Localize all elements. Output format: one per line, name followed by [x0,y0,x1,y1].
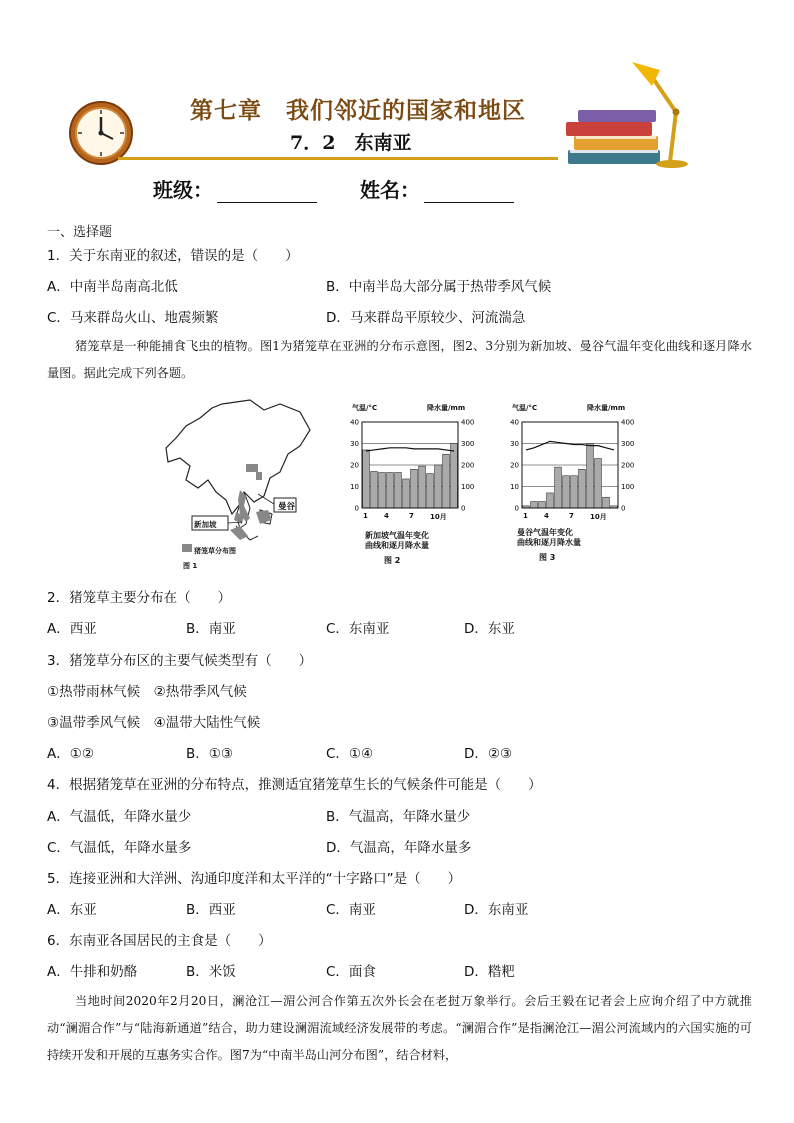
q3-option-c[interactable]: C．①④ [326,746,374,762]
rain-bar [531,502,538,508]
page-title: 第七章 我们邻近的国家和地区 [190,97,526,124]
question-1-stem: 1．关于东南亚的叙述，错误的是（ ） [47,248,299,264]
rain-bar [403,479,410,508]
chart2-month-1: 1 [363,512,368,520]
figure-3-caption: 图 3 [539,553,556,562]
q1-option-c[interactable]: C．马来群岛火山、地震频繁 [47,310,219,326]
q3-option-d[interactable]: D．②③ [464,746,513,762]
q4-option-c[interactable]: C．气温低，年降水量多 [47,840,192,856]
class-blank[interactable] [217,184,317,203]
bangkok-climate-chart [500,400,640,520]
map-legend: 猪笼草分布图 [194,547,236,555]
question-5-stem: 5．连接亚洲和大洋洲、沟通印度洋和太平洋的“十字路口”是（ ） [47,871,462,887]
q3-option-a[interactable]: A．①② [47,746,94,762]
page-subtitle: 7．2 东南亚 [290,132,412,154]
temp-tick-label: 20 [510,461,519,470]
rain-bar [379,473,386,508]
name-blank[interactable] [424,184,514,203]
chart3-month-4: 4 [544,512,549,520]
rain-tick-label: 100 [621,483,635,491]
rain-bar [603,497,610,508]
passage-2: 当地时间2020年2月20日，澜沧江—湄公河合作第五次外长会在老挝万象举行。会后王毅在记者会上应询介绍了中方就推动“澜湄合作”与“陆海新通道”结合，助力建设澜湄流域经济发展带的考虑。“澜湄合作”是指澜沧江—湄公河流域内的六国实施的可持续开发和开展的互惠务实合作。图7为“中南半岛山河分布图”，结合材料， [47,994,752,1062]
chart3-month-10: 10月 [590,513,607,521]
rain-tick-label: 100 [461,483,475,491]
chart3-caption-line1: 曼谷气温年变化 [517,528,573,537]
question-3-stem: 3．猪笼草分布区的主要气候类型有（ ） [47,653,313,669]
rain-bar [427,474,434,508]
q5-option-a[interactable]: A．东亚 [47,902,97,918]
rain-bar [563,476,570,508]
passage-1: 猪笼草是一种能捕食飞虫的植物。图1为猪笼草在亚洲的分布示意图，图2、3分别为新加坡、曼谷气温年变化曲线和逐月降水量图。据此完成下列各题。 [47,339,752,380]
rain-bar [555,467,562,508]
temp-tick-label: 10 [350,483,359,491]
question-4-stem: 4．根据猪笼草在亚洲的分布特点，推测适宜猪笼草生长的气候条件可能是（ ） [47,777,542,793]
q2-option-a[interactable]: A．西亚 [47,621,97,637]
temp-tick-label: 40 [350,418,359,427]
section-heading: 一、选择题 [47,225,113,240]
class-field [153,174,317,203]
chart2-caption-line2: 曲线和逐月降水量 [365,541,429,550]
rain-bar [451,444,458,509]
rain-bar [443,454,450,508]
chart3-rain-axis-title: 降水量/mm [587,404,626,412]
map-label-bangkok: 曼谷 [278,502,296,512]
rain-tick-label: 200 [621,461,635,470]
q2-option-c[interactable]: C．东南亚 [326,621,390,637]
name-label: 姓名： [360,178,420,202]
chart2-rain-axis-title: 降水量/mm [427,404,466,412]
rain-bar [435,465,442,508]
rain-bar [587,444,594,509]
rain-bar [579,469,586,508]
chart3-temp-axis-title: 气温/°C [512,404,538,412]
temp-tick-label: 10 [510,483,519,491]
q5-option-c[interactable]: C．南亚 [326,902,376,918]
q2-option-b[interactable]: B．南亚 [186,621,236,637]
temp-tick-label: 0 [354,504,359,513]
rain-tick-label: 400 [621,418,635,427]
singapore-climate-chart [340,400,480,520]
chart3-caption-line2: 曲线和逐月降水量 [517,538,581,547]
rain-tick-label: 300 [621,440,635,448]
figure-1-map [160,396,340,568]
title-divider [118,157,558,160]
question-2-stem: 2．猪笼草主要分布在（ ） [47,590,232,606]
q5-option-d[interactable]: D．东南亚 [464,902,529,918]
q2-option-d[interactable]: D．东亚 [464,621,515,637]
rain-bar [595,459,602,508]
q4-option-d[interactable]: D．气温高，年降水量多 [326,840,472,856]
rain-bar [411,469,418,508]
q6-option-d[interactable]: D．糌粑 [464,964,515,980]
rain-bar [547,493,554,508]
question-6-stem: 6．东南亚各国居民的主食是（ ） [47,933,272,949]
rain-bar [539,502,546,508]
chart2-temp-axis-title: 气温/°C [352,404,378,412]
q3-statement-1: ①热带雨林气候 ②热带季风气候 [47,684,247,700]
chart2-caption-line1: 新加坡气温年变化 [365,531,429,540]
name-field [360,174,514,203]
temp-tick-label: 20 [350,461,359,470]
rain-tick-label: 300 [461,440,475,448]
temp-tick-label: 30 [350,440,359,448]
rain-tick-label: 0 [461,504,466,513]
chart3-month-1: 1 [523,512,528,520]
temp-tick-label: 0 [514,504,519,513]
rain-bar [387,473,394,508]
rain-tick-label: 0 [621,504,626,513]
q6-option-c[interactable]: C．面食 [326,964,376,980]
temperature-line [366,448,454,451]
q5-option-b[interactable]: B．西亚 [186,902,236,918]
chart2-month-7: 7 [409,512,414,520]
books-lamp-icon [560,52,700,172]
temperature-line [526,441,614,450]
rain-bar [371,471,378,508]
temp-tick-label: 30 [510,440,519,448]
rain-bar [571,476,578,508]
q6-option-b[interactable]: B．米饭 [186,964,236,980]
q3-statement-2: ③温带季风气候 ④温带大陆性气候 [47,715,261,731]
rain-bar [419,466,426,508]
rain-tick-label: 200 [461,461,475,470]
q6-option-a[interactable]: A．牛排和奶酪 [47,964,138,980]
chart2-month-4: 4 [384,512,389,520]
q4-option-b[interactable]: B．气温高，年降水量少 [326,809,471,825]
rain-bar [395,473,402,508]
figure-2-caption: 图 2 [384,556,401,565]
map-label-singapore: 新加坡 [194,520,217,529]
q1-option-a[interactable]: A．中南半岛南高北低 [47,279,178,295]
rain-tick-label: 400 [461,418,475,427]
chart3-month-7: 7 [569,512,574,520]
q4-option-a[interactable]: A．气温低，年降水量少 [47,809,192,825]
figure-1-caption: 图 1 [183,562,198,570]
q1-option-b[interactable]: B．中南半岛大部分属于热带季风气候 [326,279,552,295]
rain-bar [363,450,370,508]
q3-option-b[interactable]: B．①③ [186,746,233,762]
class-label: 班级： [153,178,213,202]
q1-option-d[interactable]: D．马来群岛平原较少、河流湍急 [326,310,526,326]
chart2-month-10: 10月 [430,513,447,521]
temp-tick-label: 40 [510,418,519,427]
